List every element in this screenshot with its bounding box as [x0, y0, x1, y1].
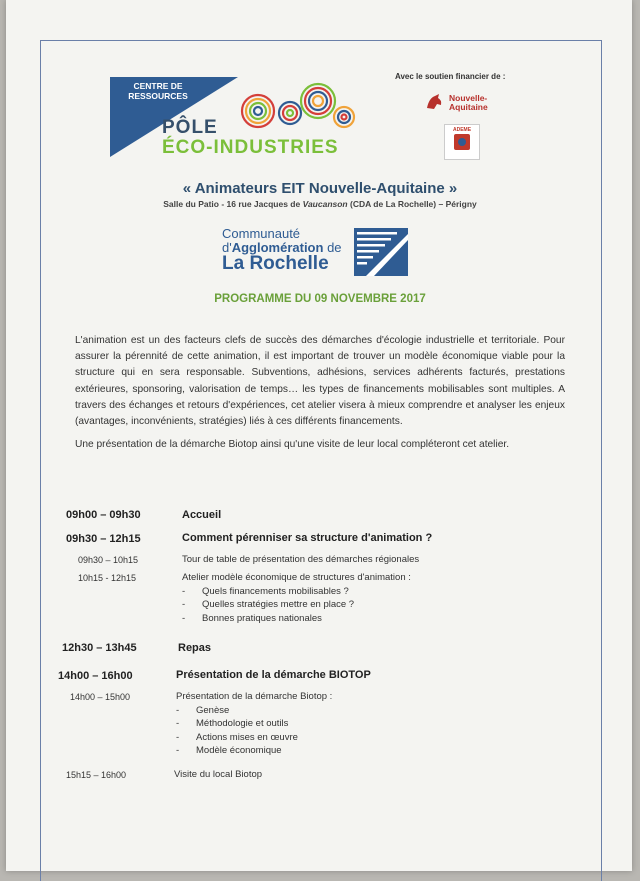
intro-paragraph-2: Une présentation de la démarche Biotop ainsi qu'une visite de leur local compléteront cet atelier. [75, 439, 510, 450]
list-item: - Genèse [176, 704, 496, 718]
label-accueil: Accueil [182, 509, 222, 521]
time-visite: 15h15 – 16h00 [66, 770, 127, 780]
region-name-2: Aquitaine [449, 102, 488, 112]
cda-line-2b: Agglomération [231, 240, 324, 255]
venue-post: (CDA de La Rochelle) – Périgny [347, 199, 477, 209]
cda-line-3: La Rochelle [222, 253, 329, 274]
ademe-text: ADEME [452, 127, 472, 133]
swirls-icon [238, 81, 368, 133]
label-session-2: Présentation de la démarche BIOTOP [176, 669, 371, 681]
time-repas: 12h30 – 13h45 [62, 642, 137, 654]
nouvelle-aquitaine-logo [425, 90, 505, 116]
label-visite: Visite du local Biotop [174, 769, 263, 780]
cda-line-2c: de [323, 240, 342, 255]
label-atelier: Atelier modèle économique de structures d'animation : [182, 572, 411, 583]
list-item: - Actions mises en œuvre [176, 731, 496, 745]
label-session-1: Comment pérenniser sa structure d'animation ? [182, 532, 433, 544]
ademe-dot-icon [458, 138, 466, 146]
list-item: - Quelles stratégies mettre en place ? [182, 598, 502, 612]
programme-heading: PROGRAMME DU 09 NOVEMBRE 2017 [214, 293, 426, 305]
logo-line-1: PÔLE [162, 117, 218, 138]
region-name-1: Nouvelle- [449, 93, 488, 103]
list-item: - Méthodologie et outils [176, 717, 496, 731]
event-title: « Animateurs EIT Nouvelle-Aquitaine » [182, 180, 458, 197]
cda-line-2a: d' [222, 240, 232, 255]
logo-triangle-text: CENTRE DE RESSOURCES [128, 81, 188, 101]
list-item: - Modèle économique [176, 744, 496, 758]
region-name [449, 94, 488, 112]
pole-eco-industries-logo [110, 77, 380, 167]
time-session-2: 14h00 – 16h00 [58, 670, 133, 682]
cda-stripes-icon [354, 228, 408, 276]
time-presentation-biotop: 14h00 – 15h00 [70, 692, 131, 702]
label-tour-de-table: Tour de table de présentation des démarches régionales [182, 554, 420, 565]
support-label: Avec le soutien financier de : [395, 72, 506, 81]
time-atelier: 10h15 - 12h15 [78, 573, 137, 583]
biotop-block [176, 690, 496, 758]
logo-line-2: ÉCO-INDUSTRIES [162, 137, 339, 158]
list-item: - Quels financements mobilisables ? [182, 585, 502, 599]
horse-icon [425, 92, 445, 112]
list-item: - Bonnes pratiques nationales [182, 612, 502, 626]
ademe-logo [444, 124, 480, 160]
event-venue [0, 199, 640, 209]
cda-la-rochelle-logo [222, 226, 408, 278]
venue-italic: Vaucanson [302, 199, 348, 209]
biotop-list [176, 704, 496, 758]
label-repas: Repas [178, 642, 212, 654]
time-session-1: 09h30 – 12h15 [66, 533, 141, 545]
intro-paragraph: L'animation est un des facteurs clefs de succès des démarches d'écologie industrielle et territoriale. Pour assurer la pérennité de cette animation, il est important de trouver un modèle économique viable pour la structure qui en sera responsable. Subventions, adhésions, services adhérents facturés, prestations extérieures, sponsoring, valorisation de temps… les types de financements mobilisables sont multiples. A travers des échanges et retours d'expériences, cet atelier visera à mieux comprendre et analyser les enjeux (avantages, inconvénients, stratégies) liés à ces différents financements. [75, 335, 565, 428]
label-presentation-biotop: Présentation de la démarche Biotop : [176, 691, 333, 702]
venue-pre: Salle du Patio - 16 rue Jacques de [163, 199, 303, 209]
atelier-list [182, 585, 502, 626]
time-accueil: 09h00 – 09h30 [66, 509, 141, 521]
atelier-block [182, 571, 502, 625]
time-tour-de-table: 09h30 – 10h15 [78, 555, 139, 565]
cda-line-1: Communauté [222, 226, 301, 241]
